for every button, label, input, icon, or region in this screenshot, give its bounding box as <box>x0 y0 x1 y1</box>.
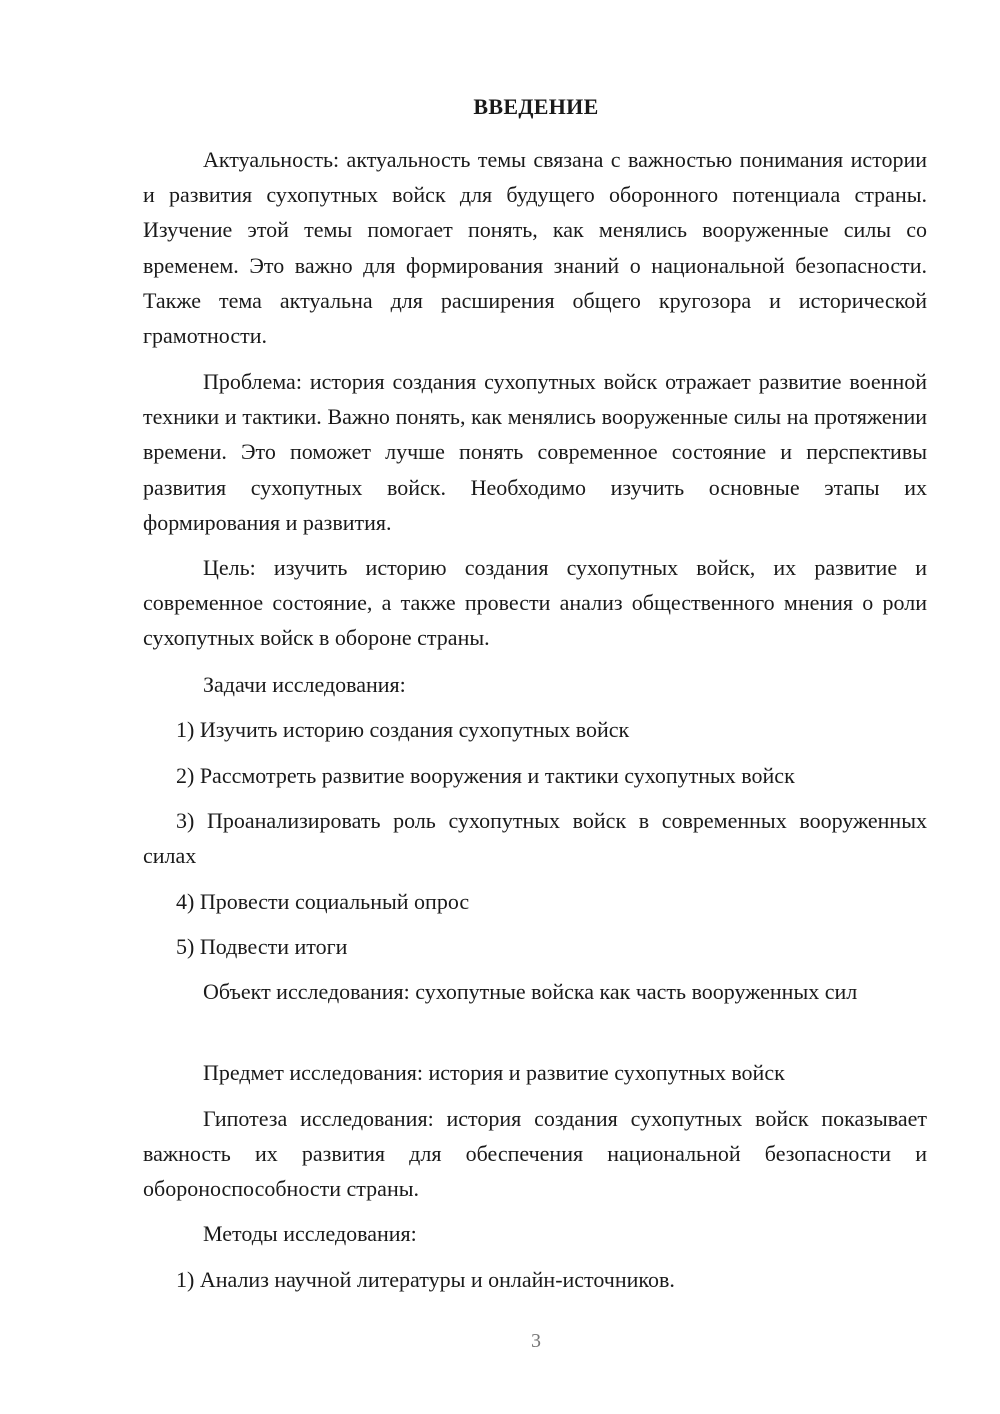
section-heading: ВВЕДЕНИЕ <box>473 94 599 119</box>
tasks-title: Задачи исследования: <box>203 672 406 697</box>
task-item-4: 4) Провести социальный опрос <box>176 889 470 914</box>
paragraph-object: Объект исследования: сухопутные войска как часть вооруженных сил <box>203 979 858 1004</box>
paragraph-relevance: Актуальность: актуальность темы связана с важностью понимания истории и развития сухопутных войск для будущего оборонного потенциала страны. Изучение этой темы помогает понять, как менялись вооруженные силы со временем. Это важно для формирования знаний о национальной безопасности. Также тема актуальна для расширения общего кругозора и исторической грамотности. <box>143 147 927 349</box>
task-item-3: 3) Проанализировать роль сухопутных войск в современных вооруженных силах <box>143 808 927 869</box>
task-item-5: 5) Подвести итоги <box>176 934 348 959</box>
methods-title: Методы исследования: <box>203 1221 417 1246</box>
page-number: 3 <box>531 1330 541 1352</box>
task-item-1: 1) Изучить историю создания сухопутных войск <box>176 717 630 742</box>
paragraph-subject: Предмет исследования: история и развитие сухопутных войск <box>203 1060 785 1085</box>
task-item-2: 2) Рассмотреть развитие вооружения и тактики сухопутных войск <box>176 763 795 788</box>
method-item-1: 1) Анализ научной литературы и онлайн-источников. <box>176 1267 675 1292</box>
paragraph-goal: Цель: изучить историю создания сухопутных войск, их развитие и современное состояние, а также провести анализ общественного мнения о роли сухопутных войск в обороне страны. <box>143 555 927 651</box>
paragraph-hypothesis: Гипотеза исследования: история создания сухопутных войск показывает важность их развития для обеспечения национальной безопасности и обороноспособности страны. <box>143 1106 927 1202</box>
paragraph-problem: Проблема: история создания сухопутных войск отражает развитие военной техники и тактики. Важно понять, как менялись вооруженные силы на протяжении времени. Это поможет лучше понять современное состояние и перспективы развития сухопутных войск. Необходимо изучить основные этапы их формирования и развития. <box>143 369 927 535</box>
